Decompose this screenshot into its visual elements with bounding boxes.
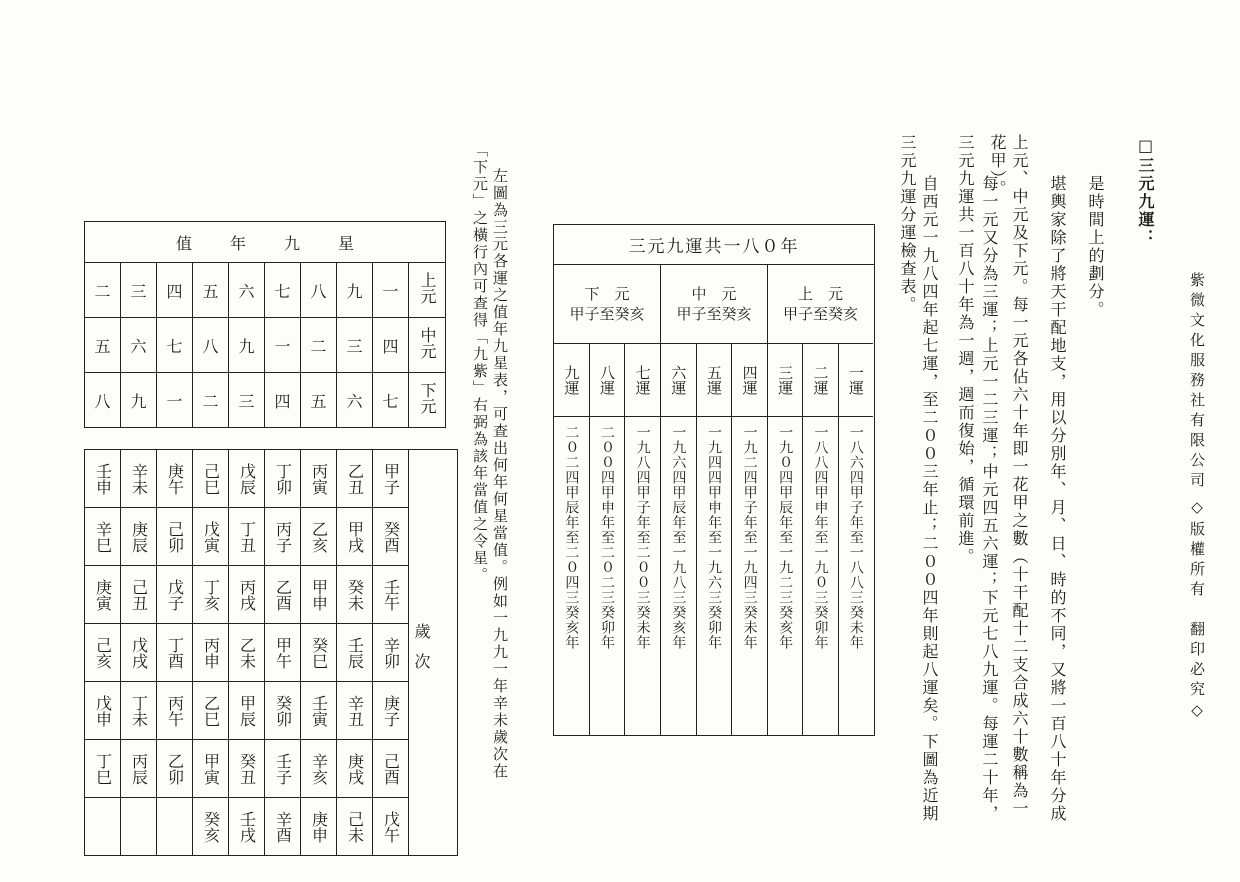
- star-cell: 九: [337, 263, 373, 318]
- ganzhi-cell: 辛酉: [265, 798, 301, 856]
- ganzhi-cell: 己丑: [121, 566, 157, 624]
- explanation-line-2: 「下元」之橫行內可查得「九紫」右弼為該年當值之令星。: [471, 142, 489, 584]
- ganzhi-cell: 辛亥: [301, 740, 337, 798]
- ganzhi-cell: 戊辰: [229, 450, 265, 508]
- star-cell: 一: [157, 373, 193, 428]
- ganzhi-cell: 庚申: [301, 798, 337, 856]
- ganzhi-cell: 壬戌: [229, 798, 265, 856]
- paragraph-3-line-1: 自西元一九八四年起七運，至二００三年止；二００四年則起八運矣。下圖為近期: [920, 175, 939, 823]
- table-row: [85, 318, 446, 373]
- ganzhi-cell: 丙午: [157, 682, 193, 740]
- table-row: [85, 450, 458, 508]
- yun-column: [661, 343, 696, 735]
- ganzhi-cell: 癸巳: [301, 624, 337, 682]
- yuan-group-shang: [768, 265, 873, 735]
- yun-years: 一九二四甲子年至一九四三癸未年: [741, 425, 758, 650]
- explanation-line-1: 左圖為三元各運之值年九星表，可查出何年何星當值。例如一九九一年辛未歲次在: [491, 168, 509, 780]
- star-cell: 五: [301, 373, 337, 428]
- star-cell: 三: [229, 373, 265, 428]
- ganzhi-cell: 壬辰: [337, 624, 373, 682]
- ganzhi-cell: 戊戌: [121, 624, 157, 682]
- yun-years: 一八八四甲申年至一九０三癸卯年: [812, 425, 829, 650]
- ganzhi-cell: 戊申: [85, 682, 121, 740]
- yun-label: 八運: [598, 365, 616, 395]
- table-row: [85, 566, 458, 624]
- ganzhi-cell: 丙子: [265, 508, 301, 566]
- ganzhi-cell: 甲戌: [337, 508, 373, 566]
- yuan-row-label: 下元: [409, 373, 446, 428]
- ganzhi-cell: 丁未: [121, 682, 157, 740]
- table-row: [85, 373, 446, 428]
- ganzhi-cell: 己亥: [85, 624, 121, 682]
- yun-label: 五運: [705, 365, 723, 395]
- ganzhi-cell: 癸未: [337, 566, 373, 624]
- ganzhi-cell: 丁亥: [193, 566, 229, 624]
- yuan-table-title: 三元九運共一八０年: [554, 225, 874, 265]
- ganzhi-cell: 辛未: [121, 450, 157, 508]
- star-cell: 五: [193, 263, 229, 318]
- yun-column: [554, 343, 589, 735]
- star-cell: 八: [301, 263, 337, 318]
- star-cell: 八: [85, 373, 121, 428]
- star-cell: 七: [157, 318, 193, 373]
- yun-column: [696, 343, 732, 735]
- star-cell: 三: [337, 318, 373, 373]
- ganzhi-cell: 庚寅: [85, 566, 121, 624]
- star-cell: 七: [265, 263, 301, 318]
- ganzhi-cell: 庚辰: [121, 508, 157, 566]
- star-cell: 二: [85, 263, 121, 318]
- intro-text: 是時間上的劃分。: [1086, 175, 1105, 319]
- ganzhi-cell: 癸亥: [193, 798, 229, 856]
- ganzhi-cell: 己巳: [193, 450, 229, 508]
- ganzhi-cell: 癸酉: [373, 508, 409, 566]
- ganzhi-cell: 丙寅: [301, 450, 337, 508]
- star-cell: 五: [85, 318, 121, 373]
- yuan-row-label: 上元: [409, 263, 446, 318]
- sui-ci-table: [84, 449, 458, 856]
- yuan-group-range: 甲子至癸亥: [569, 305, 645, 323]
- yun-label: 三運: [776, 365, 795, 395]
- ganzhi-cell: 甲寅: [193, 740, 229, 798]
- ganzhi-cell: 乙酉: [265, 566, 301, 624]
- yun-column: [589, 343, 625, 735]
- star-cell: 三: [121, 263, 157, 318]
- yuan-row-label: 中元: [409, 318, 446, 373]
- ganzhi-cell: 丙申: [193, 624, 229, 682]
- yuan-group-range: 甲子至癸亥: [782, 305, 858, 323]
- ganzhi-cell: 辛丑: [337, 682, 373, 740]
- ganzhi-cell: 戊子: [157, 566, 193, 624]
- yuan-group-name: 下 元: [584, 285, 630, 303]
- table-row: [85, 624, 458, 682]
- ganzhi-cell: 甲辰: [229, 682, 265, 740]
- ganzhi-cell: 乙巳: [193, 682, 229, 740]
- three-yuan-nine-yun-table: [553, 224, 875, 736]
- yuan-group-name: 上 元: [797, 285, 843, 303]
- yun-label: 一運: [846, 365, 865, 395]
- ganzhi-cell: 戊午: [373, 798, 409, 856]
- yun-label: 四運: [740, 365, 759, 395]
- ganzhi-cell: 丙辰: [121, 740, 157, 798]
- yun-years: 二０二四甲辰年至二０四三癸亥年: [563, 425, 580, 650]
- table-row: [85, 508, 458, 566]
- ganzhi-cell: 己酉: [373, 740, 409, 798]
- table-row: [85, 740, 458, 798]
- publisher-name: 紫微文化服務社有限公司: [1188, 272, 1206, 492]
- ganzhi-cell: 己卯: [157, 508, 193, 566]
- yun-years: 一九０四甲辰年至一九二三癸亥年: [777, 425, 794, 650]
- section-title: □三元九運：: [1136, 136, 1155, 247]
- star-cell: 二: [193, 373, 229, 428]
- yuan-group-name: 中 元: [691, 285, 737, 303]
- ganzhi-cell: 壬午: [373, 566, 409, 624]
- table-row: [85, 263, 446, 318]
- star-cell: 四: [373, 318, 409, 373]
- yun-years: 一九四四甲申年至一九六三癸卯年: [706, 425, 722, 650]
- ganzhi-cell: 甲申: [301, 566, 337, 624]
- star-cell: 九: [121, 373, 157, 428]
- star-cell: 四: [157, 263, 193, 318]
- yuan-group-range: 甲子至癸亥: [676, 305, 752, 323]
- ganzhi-cell: 壬子: [265, 740, 301, 798]
- ganzhi-cell: 庚戌: [337, 740, 373, 798]
- table-row: [85, 798, 458, 856]
- yun-column: [731, 343, 767, 735]
- table-row: [85, 682, 458, 740]
- ganzhi-cell: [121, 798, 157, 856]
- yun-years: 一九八四甲子年至二００三癸未年: [634, 425, 651, 650]
- ganzhi-cell: 辛卯: [373, 624, 409, 682]
- paragraph-1-line-3: 花甲）。: [988, 134, 1007, 198]
- yun-label: 二運: [811, 365, 830, 395]
- ganzhi-cell: 丁丑: [229, 508, 265, 566]
- yun-column: [802, 343, 837, 735]
- yun-label: 六運: [669, 365, 688, 395]
- ganzhi-cell: 壬申: [85, 450, 121, 508]
- ganzhi-cell: 甲子: [373, 450, 409, 508]
- ganzhi-cell: 丙戌: [229, 566, 265, 624]
- ganzhi-cell: 乙丑: [337, 450, 373, 508]
- ganzhi-cell: 壬寅: [301, 682, 337, 740]
- star-cell: 七: [373, 373, 409, 428]
- ganzhi-cell: 癸卯: [265, 682, 301, 740]
- paragraph-1-line-2: 上元、中元及下元。每一元各佔六十年即一花甲之數（十干配十二支合成六十數稱為一: [1010, 134, 1029, 818]
- yun-years: 一九六四甲辰年至一九八三癸亥年: [670, 425, 687, 650]
- ganzhi-cell: 乙亥: [301, 508, 337, 566]
- ganzhi-cell: 甲午: [265, 624, 301, 682]
- star-cell: 六: [229, 263, 265, 318]
- yun-column: [768, 343, 802, 735]
- star-table-title: 值年九星: [85, 222, 446, 263]
- star-cell: 二: [301, 318, 337, 373]
- ganzhi-cell: 丁巳: [85, 740, 121, 798]
- ganzhi-cell: 乙未: [229, 624, 265, 682]
- paragraph-3-line-2: 三元九運分運檢查表。: [898, 134, 917, 314]
- star-cell: 一: [373, 263, 409, 318]
- paragraph-1-line-1: 堪輿家除了將天干配地支，用以分別年、月、日、時的不同，又將一百八十年分成: [1048, 175, 1067, 823]
- ganzhi-cell: 丁酉: [157, 624, 193, 682]
- star-cell: 九: [229, 318, 265, 373]
- star-cell: 一: [265, 318, 301, 373]
- paragraph-2-line-2: 三元九運共一百八十年為一週，週而復始，循環前進。: [956, 134, 975, 566]
- sui-ci-label: 歲次: [409, 450, 458, 856]
- ganzhi-cell: 戊寅: [193, 508, 229, 566]
- ganzhi-cell: [157, 798, 193, 856]
- yun-label: 九運: [562, 365, 581, 395]
- yuan-group-zhong: [661, 265, 768, 735]
- yuan-group-xia: [554, 265, 661, 735]
- yun-years: 二００四甲申年至二０二三癸卯年: [599, 425, 615, 650]
- star-cell: 四: [265, 373, 301, 428]
- ganzhi-cell: 庚子: [373, 682, 409, 740]
- yun-column: [838, 343, 873, 735]
- ganzhi-cell: 辛巳: [85, 508, 121, 566]
- yun-years: 一八六四甲子年至一八八三癸未年: [847, 425, 864, 650]
- star-cell: 六: [337, 373, 373, 428]
- ganzhi-cell: 丁卯: [265, 450, 301, 508]
- ganzhi-cell: 乙卯: [157, 740, 193, 798]
- ganzhi-cell: 癸丑: [229, 740, 265, 798]
- ganzhi-cell: 庚午: [157, 450, 193, 508]
- yun-label: 七運: [633, 365, 652, 395]
- yun-column: [624, 343, 660, 735]
- star-cell: 八: [193, 318, 229, 373]
- ganzhi-cell: 己未: [337, 798, 373, 856]
- paragraph-2-line-1: 每一元又分為三運；上元一二三運；中元四五六運；下元七八九運。每運二十年，: [980, 175, 999, 823]
- star-cell: 六: [121, 318, 157, 373]
- ganzhi-cell: [85, 798, 121, 856]
- copyright-notice: ◇版權所有 翻印必究◇: [1188, 498, 1206, 724]
- nine-star-table: [84, 221, 446, 428]
